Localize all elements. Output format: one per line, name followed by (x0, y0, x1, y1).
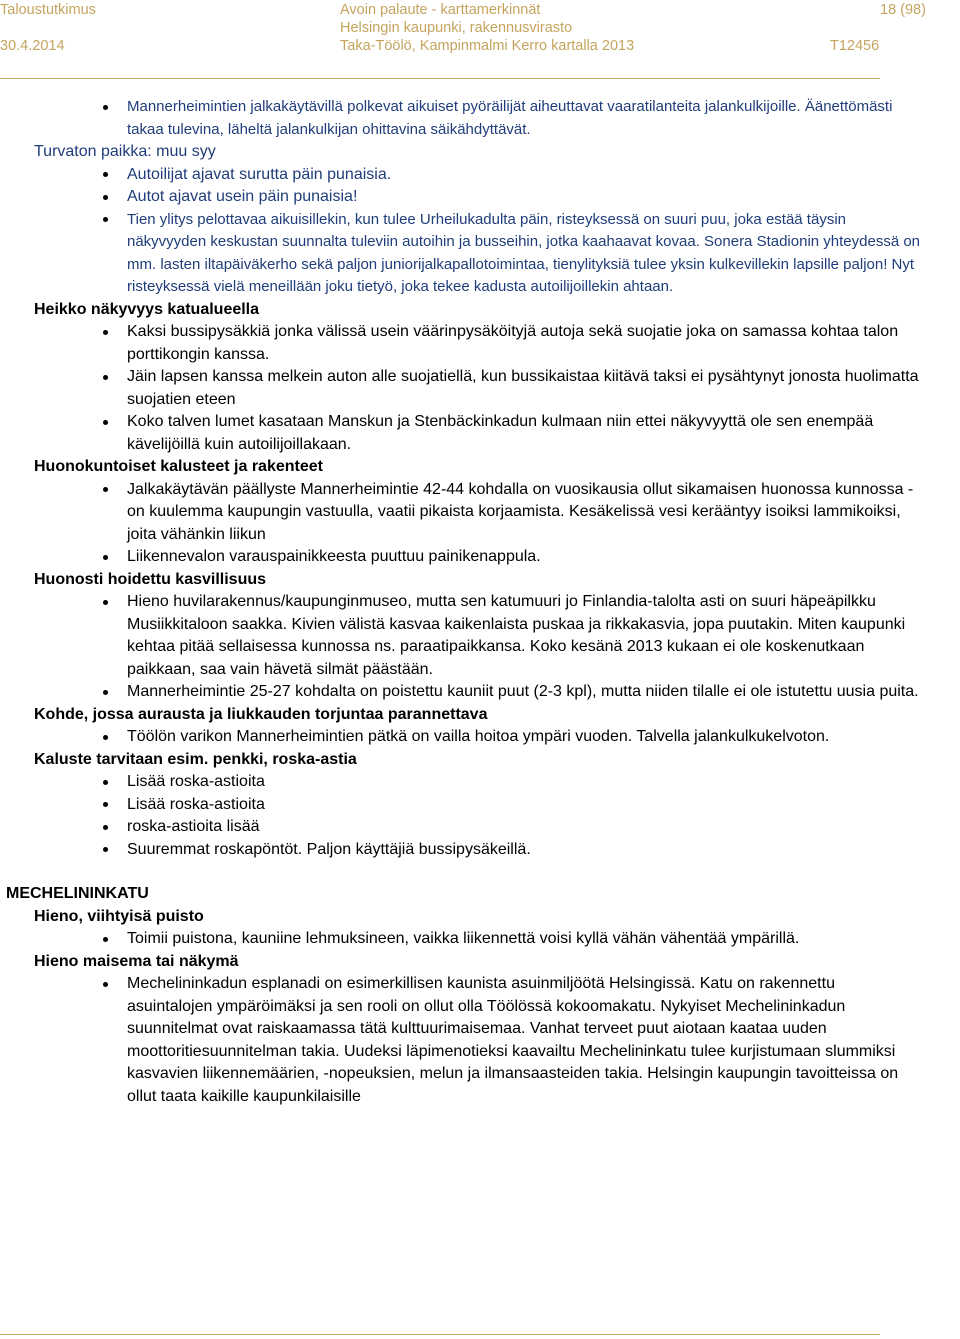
group-list (0, 771, 930, 861)
header-code: T12456 (830, 38, 880, 54)
header-page-number: 18 (98) (880, 2, 926, 18)
list-item: Mechelininkadun esplanadi on esimerkillisen kaunista asuinmiljöötä Helsingissä. Katu on rakennettu asuintalojen ympäröimäksi ja sen rooli on ollut olla Töölössä kokoomakatu. Nykyiset Mechelininkadun suunnitelmat ovat raiskaamassa tätä kulttuurimaisemaa. Vanhat terveet puut aiotaan kaataa uuden moottoritiesuunnitelman takia. Uudeksi läpimenotieksi kaavailtu Mechelininkatu tulee kurjistumaan slummiksi kasvavien liikennemäärien, -nopeuksien, melun ja ilmansaasteiden takia. Helsingin kaupungin tavoitteissa on ollut taata kaikille kaupunkilaisille (127, 973, 920, 1108)
group-list (0, 928, 930, 951)
header-org: Taloustutkimus (0, 2, 96, 18)
list-item: Toimii puistona, kauniine lehmuksineen, vaikka liikennettä voisi kyllä vähän vähentää ympärillä. (127, 928, 920, 951)
document-body (0, 96, 930, 1108)
section-title: MECHELININKATU (6, 885, 149, 902)
list-item: Lisää roska-astioita (127, 771, 920, 794)
header-divider (0, 78, 880, 79)
list-item: Mannerheimintie 25-27 kohdalta on poistettu kauniit puut (2-3 kpl), mutta niiden tilalle ei ole istutettu uusia puita. (127, 681, 920, 704)
list-item: Hieno huvilarakennus/kaupunginmuseo, mutta sen katumuuri jo Finlandia-talolta asti on suuri häpeäpilkku Musiikkitaloon saakka. Kivien välistä kasvaa kaikenlaista puskaa ja rikkakasvia, jopa puutakin. Miten kaupunki kehtaa pitää sellaisessa kunnossa ns. paraatipaikkansa. Koko kesänä 2013 kukaan ei ole koskenutkaan paikkaan, saa vain hävetä silmät päästään. (127, 591, 920, 681)
list-item: Tien ylitys pelottavaa aikuisillekin, kun tulee Urheilukadulta päin, risteyksessä on suuri puu, joka estää täysin näkyvyyden keskustan suunnalta tuleviin autoihin ja busseihin, jotka kaahaavat kovaa. Sonera Stadionin yhteydessä on mm. lasten iltapäiväkerho sekä paljon juniorijalkapallotoimintaa, tienylityksiä tulee yksin kulkevillekin lapsille paljon! Nyt risteyksessä vielä meneillään joku tietyö, joka tekee kadusta autoilijoillekin ahtaan. (127, 209, 920, 299)
header-title: Avoin palaute - karttamerkinnät (340, 2, 541, 18)
header-client: Helsingin kaupunki, rakennusvirasto (340, 20, 573, 36)
group-list (0, 164, 930, 299)
list-item: Koko talven lumet kasataan Manskun ja Stenbäckinkadun kulmaan niin ettei näkyvyyttä ole sen enempää kävelijöillä kuin autoilijoillakaan. (127, 411, 920, 456)
group-list (0, 321, 930, 456)
list-item: Mannerheimintien jalkakäytävillä polkevat aikuiset pyöräilijät aiheuttavat vaaratilanteita jalankulkijoille. Äänettömästi takaa tulevina, läheltä jalankulkijan ohittavina säikähdyttävät. (127, 96, 920, 141)
group-heading: Turvaton paikka: muu syy (34, 143, 216, 160)
list-item: roska-astioita lisää (127, 816, 920, 839)
group-heading: Heikko näkyvyys katualueella (34, 300, 260, 318)
group-heading: Hieno, viihtyisä puisto (34, 907, 204, 925)
header-date: 30.4.2014 (0, 38, 65, 54)
group-heading: Hieno maisema tai näkymä (34, 952, 239, 970)
footer-divider (0, 1334, 880, 1335)
list-item: Liikennevalon varauspainikkeesta puuttuu painikenappula. (127, 546, 920, 569)
list-item: Suuremmat roskapöntöt. Paljon käyttäjiä bussipysäkeillä. (127, 839, 920, 862)
group-list (0, 726, 930, 749)
group-list (0, 973, 930, 1108)
group-heading: Kohde, jossa aurausta ja liukkauden torjuntaa parannettava (34, 705, 488, 723)
list-item: Jäin lapsen kanssa melkein auton alle suojatiellä, kun bussikaistaa kiitävä taksi ei pysähtynyt jonosta huolimatta suojatien eteen (127, 366, 920, 411)
list-item: Autoilijat ajavat surutta päin punaisia. (127, 164, 920, 187)
list-item: Lisää roska-astioita (127, 794, 920, 817)
list-item: Töölön varikon Mannerheimintien pätkä on vailla hoitoa ympäri vuoden. Talvella jalankulkukelvoton. (127, 726, 920, 749)
list-item: Kaksi bussipysäkkiä jonka välissä usein väärinpysäköityjä autoja sekä suojatie joka on samassa kohtaa talon porttikongin kanssa. (127, 321, 920, 366)
list-item: Autot ajavat usein päin punaisia! (127, 186, 920, 209)
group-heading: Huonokuntoiset kalusteet ja rakenteet (34, 458, 323, 475)
list-item: Jalkakäytävän päällyste Mannerheimintie 42-44 kohdalla on vuosikausia ollut sikamaisen huonossa kunnossa - on kuulemma kaupungin vastuulla, vaatii pikaista korjaamista. Kesäkelissä vesi kerääntyy isoiksi lammikoiksi, joita vähänkin liikun (127, 479, 920, 547)
group-heading: Kaluste tarvitaan esim. penkki, roska-astia (34, 750, 357, 768)
header-subtitle: Taka-Töölö, Kampinmalmi Kerro kartalla 2013 (340, 38, 635, 54)
group-list (0, 591, 930, 704)
group-heading: Huonosti hoidettu kasvillisuus (34, 570, 267, 588)
intro-list (0, 96, 930, 141)
group-list (0, 479, 930, 569)
